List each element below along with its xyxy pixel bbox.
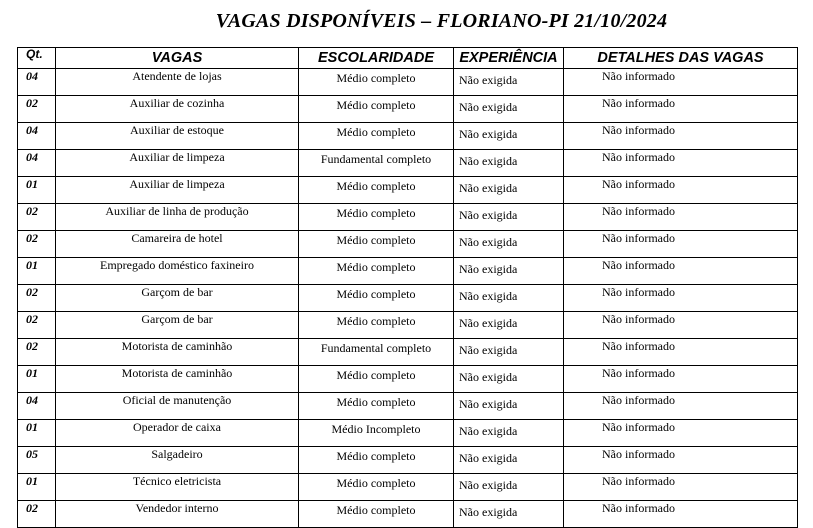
row-vaga: Vendedor interno: [56, 501, 299, 528]
row-experiencia: Não exigida: [454, 393, 564, 420]
row-vaga: Auxiliar de estoque: [56, 123, 299, 150]
row-escolaridade: Médio completo: [299, 69, 454, 96]
row-vaga: Atendente de lojas: [56, 69, 299, 96]
row-qt: 01: [18, 366, 56, 393]
row-detalhes: Não informado: [564, 393, 798, 420]
row-detalhes: Não informado: [564, 123, 798, 150]
row-escolaridade: Médio completo: [299, 312, 454, 339]
row-escolaridade: Médio completo: [299, 393, 454, 420]
row-detalhes: Não informado: [564, 285, 798, 312]
header-detalhes: DETALHES DAS VAGAS: [564, 48, 798, 69]
row-qt: 05: [18, 447, 56, 474]
row-escolaridade: Fundamental completo: [299, 150, 454, 177]
row-vaga: Camareira de hotel: [56, 231, 299, 258]
row-qt: 04: [18, 123, 56, 150]
table-row: [18, 285, 798, 312]
row-vaga: Operador de caixa: [56, 420, 299, 447]
row-detalhes: Não informado: [564, 312, 798, 339]
row-escolaridade: Médio completo: [299, 285, 454, 312]
row-escolaridade: Médio completo: [299, 474, 454, 501]
row-qt: 02: [18, 501, 56, 528]
table-row: [18, 231, 798, 258]
row-escolaridade: Médio Incompleto: [299, 420, 454, 447]
row-escolaridade: Médio completo: [299, 177, 454, 204]
header-vagas: VAGAS: [56, 48, 299, 69]
row-detalhes: Não informado: [564, 258, 798, 285]
row-detalhes: Não informado: [564, 447, 798, 474]
table-row: [18, 123, 798, 150]
row-vaga: Auxiliar de limpeza: [56, 150, 299, 177]
row-experiencia: Não exigida: [454, 204, 564, 231]
row-experiencia: Não exigida: [454, 474, 564, 501]
row-vaga: Técnico eletricista: [56, 474, 299, 501]
row-vaga: Garçom de bar: [56, 312, 299, 339]
row-vaga: Auxiliar de linha de produção: [56, 204, 299, 231]
row-qt: 01: [18, 177, 56, 204]
row-detalhes: Não informado: [564, 150, 798, 177]
row-detalhes: Não informado: [564, 366, 798, 393]
row-detalhes: Não informado: [564, 474, 798, 501]
table-row: [18, 177, 798, 204]
row-escolaridade: Médio completo: [299, 123, 454, 150]
row-vaga: Garçom de bar: [56, 285, 299, 312]
row-detalhes: Não informado: [564, 177, 798, 204]
table-row: [18, 393, 798, 420]
table-header-row: [18, 48, 798, 69]
row-escolaridade: Fundamental completo: [299, 339, 454, 366]
header-escolaridade: ESCOLARIDADE: [299, 48, 454, 69]
row-experiencia: Não exigida: [454, 501, 564, 528]
header-qt: Qt.: [18, 48, 56, 69]
table-row: [18, 366, 798, 393]
row-qt: 02: [18, 96, 56, 123]
row-experiencia: Não exigida: [454, 366, 564, 393]
table-row: [18, 312, 798, 339]
row-experiencia: Não exigida: [454, 177, 564, 204]
row-vaga: Salgadeiro: [56, 447, 299, 474]
row-escolaridade: Médio completo: [299, 366, 454, 393]
header-experiencia: EXPERIÊNCIA: [454, 48, 564, 69]
row-experiencia: Não exigida: [454, 339, 564, 366]
table-row: [18, 420, 798, 447]
page-title: VAGAS DISPONÍVEIS – FLORIANO-PI 21/10/2024: [215, 10, 668, 32]
row-detalhes: Não informado: [564, 96, 798, 123]
row-experiencia: Não exigida: [454, 231, 564, 258]
table-row: [18, 258, 798, 285]
row-vaga: Auxiliar de limpeza: [56, 177, 299, 204]
row-qt: 01: [18, 420, 56, 447]
table-row: [18, 474, 798, 501]
table-row: [18, 501, 798, 528]
row-escolaridade: Médio completo: [299, 501, 454, 528]
row-vaga: Auxiliar de cozinha: [56, 96, 299, 123]
row-qt: 02: [18, 339, 56, 366]
row-experiencia: Não exigida: [454, 258, 564, 285]
row-experiencia: Não exigida: [454, 150, 564, 177]
vacancies-table: [17, 47, 798, 528]
row-qt: 02: [18, 285, 56, 312]
row-detalhes: Não informado: [564, 204, 798, 231]
row-experiencia: Não exigida: [454, 123, 564, 150]
table-row: [18, 204, 798, 231]
row-detalhes: Não informado: [564, 69, 798, 96]
table-row: [18, 339, 798, 366]
row-escolaridade: Médio completo: [299, 258, 454, 285]
row-vaga: Motorista de caminhão: [56, 339, 299, 366]
row-detalhes: Não informado: [564, 339, 798, 366]
row-experiencia: Não exigida: [454, 285, 564, 312]
row-escolaridade: Médio completo: [299, 231, 454, 258]
row-experiencia: Não exigida: [454, 312, 564, 339]
row-qt: 02: [18, 231, 56, 258]
table-row: [18, 96, 798, 123]
row-escolaridade: Médio completo: [299, 447, 454, 474]
row-experiencia: Não exigida: [454, 420, 564, 447]
row-escolaridade: Médio completo: [299, 96, 454, 123]
row-vaga: Motorista de caminhão: [56, 366, 299, 393]
row-qt: 01: [18, 258, 56, 285]
row-experiencia: Não exigida: [454, 447, 564, 474]
row-experiencia: Não exigida: [454, 69, 564, 96]
row-experiencia: Não exigida: [454, 96, 564, 123]
row-qt: 04: [18, 69, 56, 96]
row-vaga: Oficial de manutenção: [56, 393, 299, 420]
row-qt: 02: [18, 204, 56, 231]
row-qt: 01: [18, 474, 56, 501]
table-row: [18, 447, 798, 474]
row-vaga: Empregado doméstico faxineiro: [56, 258, 299, 285]
row-qt: 04: [18, 393, 56, 420]
table-row: [18, 150, 798, 177]
row-qt: 02: [18, 312, 56, 339]
table-row: [18, 69, 798, 96]
row-escolaridade: Médio completo: [299, 204, 454, 231]
row-detalhes: Não informado: [564, 231, 798, 258]
row-detalhes: Não informado: [564, 501, 798, 528]
row-qt: 04: [18, 150, 56, 177]
row-detalhes: Não informado: [564, 420, 798, 447]
